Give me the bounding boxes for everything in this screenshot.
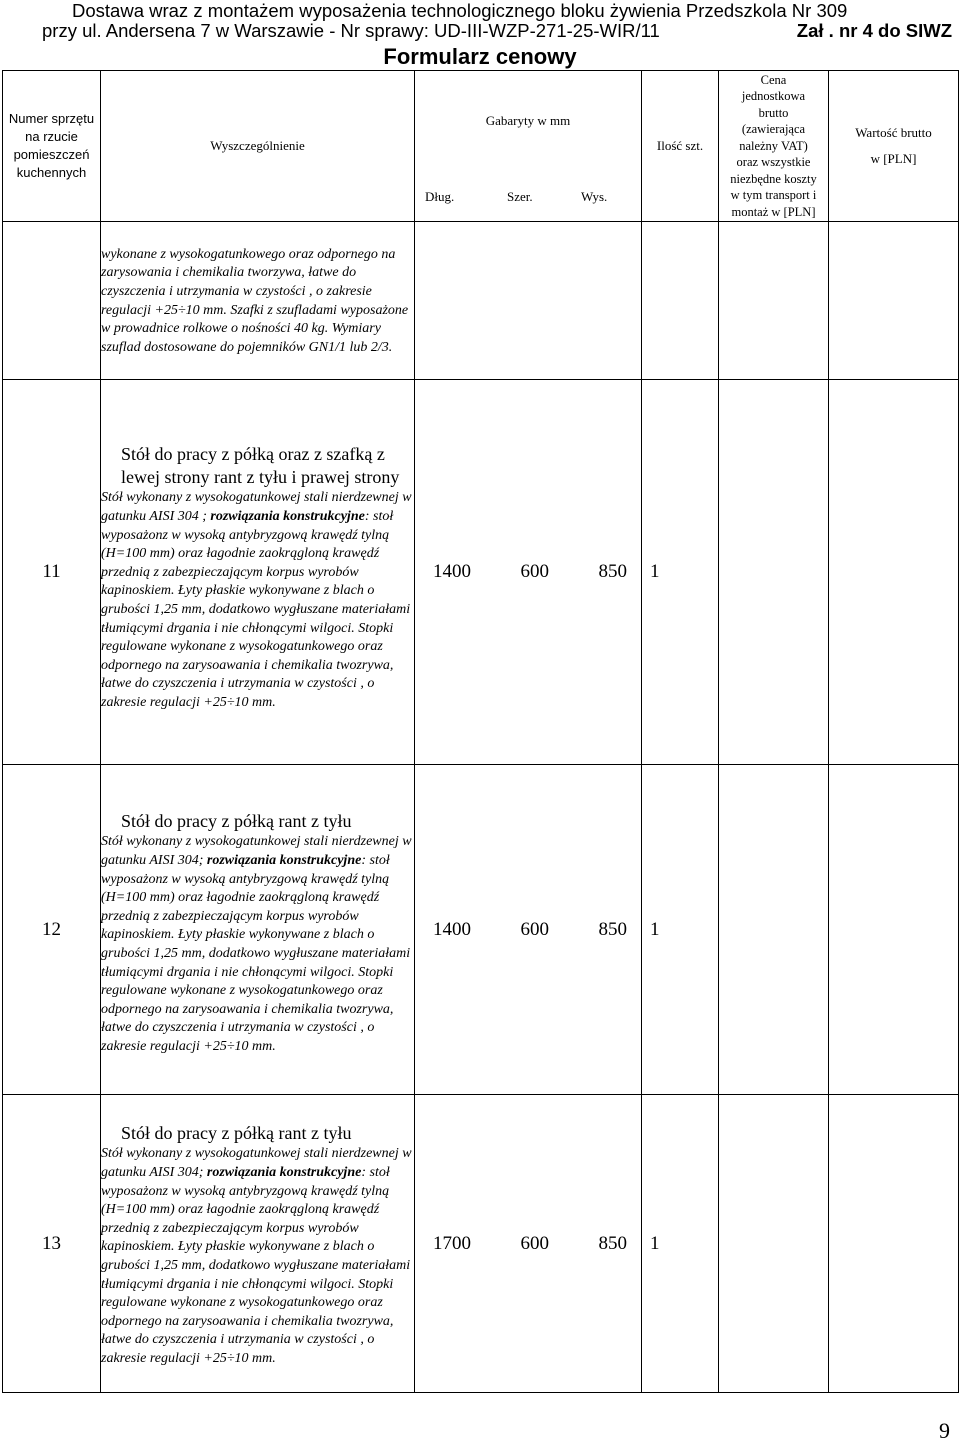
row-number xyxy=(3,222,101,380)
item-title: Stół do pracy z półką rant z tyłu xyxy=(121,1123,352,1144)
form-title: Formularz cenowy xyxy=(383,44,577,69)
document-header-line2 xyxy=(42,20,952,42)
row-dimensions xyxy=(415,765,642,1095)
dlug-value: 1400 xyxy=(433,918,471,940)
col-header-cena: Cena jednostkowa brutto (zawierająca należny VAT) oraz wszystkie niezbędne koszty w tym transport i montaż w [PLN] xyxy=(719,71,829,222)
page-number: 9 xyxy=(939,1418,950,1443)
wys-value: 850 xyxy=(598,918,627,940)
case-number: przy ul. Andersena 7 w Warszawie - Nr sprawy: UD-III-WZP-271-25-WIR/11 xyxy=(42,20,660,41)
row-number: 11 xyxy=(3,380,101,765)
row-total-value xyxy=(829,222,959,380)
row-total-value xyxy=(829,765,959,1095)
col-header-gabaryty xyxy=(415,71,642,222)
row-number: 12 xyxy=(3,765,101,1095)
row-dimensions xyxy=(415,1095,642,1393)
table-row xyxy=(3,222,959,380)
szer-value: 600 xyxy=(520,1232,549,1254)
col-header-ilosc: Ilość szt. xyxy=(642,71,719,222)
table-row xyxy=(3,1095,959,1393)
wys-value: 850 xyxy=(598,1232,627,1254)
row-total-value xyxy=(829,380,959,765)
row-dimensions xyxy=(415,222,642,380)
row-unit-price xyxy=(719,222,829,380)
attachment-ref: Zał . nr 4 do SIWZ xyxy=(796,20,952,41)
table-header-row xyxy=(3,71,959,222)
row-quantity: 1 xyxy=(642,380,719,765)
row-unit-price xyxy=(719,765,829,1095)
col-header-wyszczegolnienie: Wyszczególnienie xyxy=(101,71,415,222)
row-number: 13 xyxy=(3,1095,101,1393)
wys-value: 850 xyxy=(598,561,627,582)
dlug-value: 1700 xyxy=(433,1232,471,1254)
item-title: Stół do pracy z półką oraz z szafką z lewej strony rant z tyłu i prawej strony xyxy=(121,444,400,488)
row-unit-price xyxy=(719,380,829,765)
row-unit-price xyxy=(719,1095,829,1393)
col-header-wartosc: Wartość brutto w [PLN] xyxy=(829,71,959,222)
row-description: Stół do pracy z półką oraz z szafką z lewej strony rant z tyłu i prawej strony Stół wykonany z wysokogatunkowej stali nierdzewnej w gatunku AISI 304 ; rozwiązania konstrukcyjne: stoł wyposażonz w wysoką antybryzgową krawędź tylną (H=100 mm) oraz łagodnie zaokrągloną krawędź przednią z zabezpieczającym korpus wyrobów kapinoskiem. Łyty płaskie wykonywane z blach o grubości 1,25 mm, dodatkowo wygłuszane materiałami tłumiącymi drgania i nie chłonącymi wilgoci. Stopki regulowane wykonane z wysokogatunkowego oraz odpornego na zarysoawania i chemikalia twozrywa, łatwe do czyszczenia i utrzymania w czystości , o zakresie regulacji +25÷10 mm. xyxy=(101,380,415,765)
table-row xyxy=(3,380,959,765)
dlug-label: Dług. xyxy=(425,189,455,204)
row-dimensions xyxy=(415,380,642,765)
row-quantity xyxy=(642,222,719,380)
wys-label: Wys. xyxy=(581,189,608,204)
price-form-table xyxy=(2,70,959,1393)
col-header-numer: Numer sprzętu na rzucie pomieszczeń kuchennych xyxy=(3,71,101,222)
row-total-value xyxy=(829,1095,959,1393)
szer-value: 600 xyxy=(520,561,549,582)
gabaryty-label: Gabaryty w mm xyxy=(485,113,571,128)
row-quantity: 1 xyxy=(642,1095,719,1393)
row-description: wykonane z wysokogatunkowego oraz odpornego na zarysowania i chemikalia tworzywa, łatwe do czyszczenia i utrzymania w czystości , o zakresie regulacji +25÷10 mm. Szafki z szufladami wyposażone w prowadnice rolkowe o nośności 40 kg. Wymiary szuflad dostosowane do pojemników GN1/1 lub 2/3. xyxy=(101,222,415,380)
row-description: Stół do pracy z półką rant z tyłu Stół wykonany z wysokogatunkowej stali nierdzewnej w gatunku AISI 304; rozwiązania konstrukcyjne: stoł wyposażonz w wysoką antybryzgową krawędź tylną (H=100 mm) oraz łagodnie zaokrągloną krawędź przednią z zabezpieczającym korpus wyrobów kapinoskiem. Łyty płaskie wykonywane z blach o grubości 1,25 mm, dodatkowo wygłuszane materiałami tłumiącymi drgania i nie chłonącymi wilgoci. Stopki regulowane wykonane z wysokogatunkowego oraz odpornego na zarysoawania i chemikalia twozrywa, łatwe do czyszczenia i utrzymania w czystości , o zakresie regulacji +25÷10 mm. xyxy=(101,1095,415,1393)
row-description: Stół do pracy z półką rant z tyłu Stół wykonany z wysokogatunkowej stali nierdzewnej w gatunku AISI 304; rozwiązania konstrukcyjne: stoł wyposażonz w wysoką antybryzgową krawędź tylną (H=100 mm) oraz łagodnie zaokrągloną krawędź przednią z zabezpieczającym korpus wyrobów kapinoskiem. Łyty płaskie wykonywane z blach o grubości 1,25 mm, dodatkowo wygłuszane materiałami tłumiącymi drgania i nie chłonącymi wilgoci. Stopki regulowane wykonane z wysokogatunkowego oraz odpornego na zarysoawania i chemikalia twozrywa, łatwe do czyszczenia i utrzymania w czystości , o zakresie regulacji +25÷10 mm. xyxy=(101,765,415,1095)
row-quantity: 1 xyxy=(642,765,719,1095)
table-row xyxy=(3,765,959,1095)
item-title: Stół do pracy z półką rant z tyłu xyxy=(121,811,352,832)
szer-label: Szer. xyxy=(507,189,533,204)
dlug-value: 1400 xyxy=(433,561,471,582)
document-header-line1: Dostawa wraz z montażem wyposażenia technologicznego bloku żywienia Przedszkola Nr 309 xyxy=(72,0,848,21)
szer-value: 600 xyxy=(520,918,549,940)
